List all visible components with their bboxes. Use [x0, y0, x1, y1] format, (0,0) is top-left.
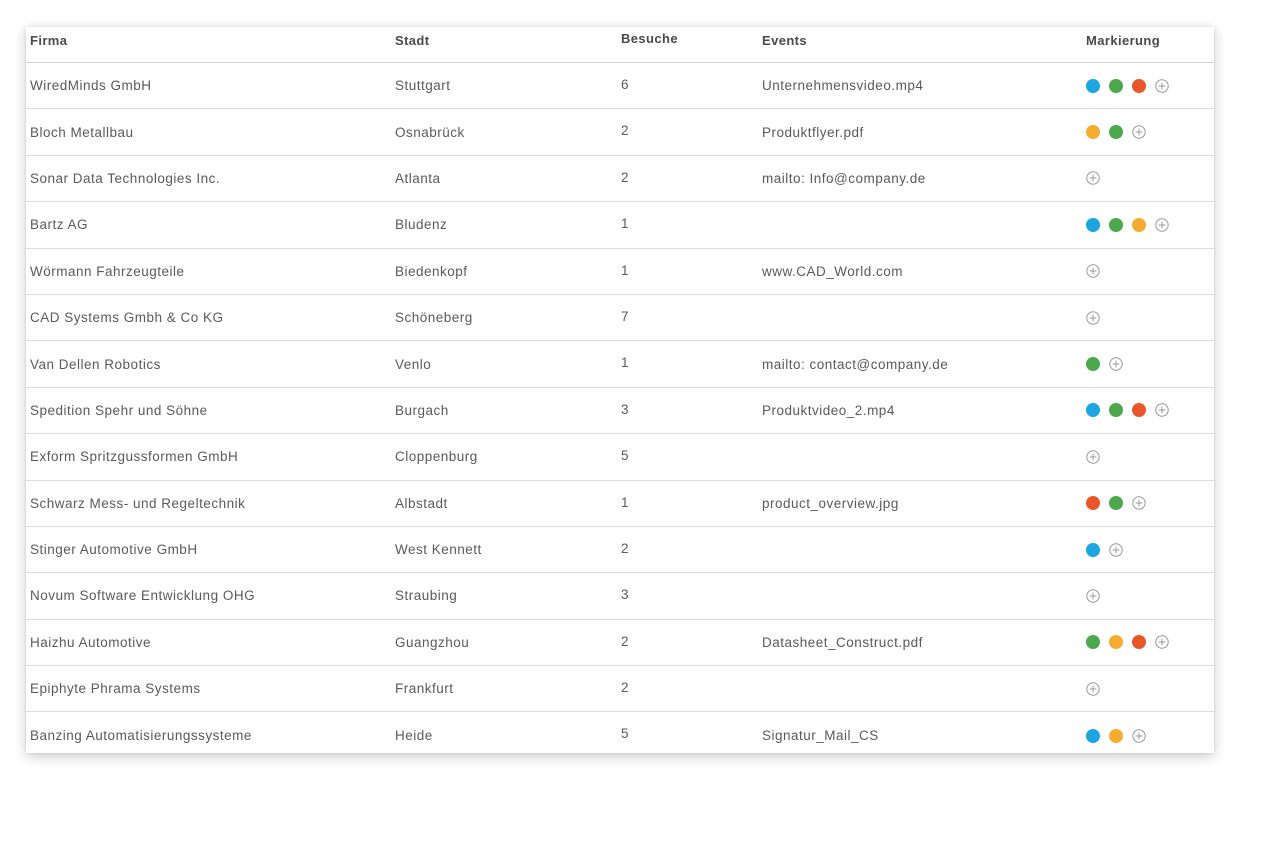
orange-marker-dot[interactable] — [1086, 125, 1100, 139]
cell-markierung — [1086, 202, 1169, 247]
add-marker-icon[interactable] — [1086, 264, 1100, 278]
cell-events[interactable]: Produktflyer.pdf — [762, 124, 864, 140]
cell-markierung — [1086, 341, 1123, 386]
green-marker-dot[interactable] — [1109, 125, 1123, 139]
cell-firma: Haizhu Automotive — [30, 634, 152, 650]
table-row[interactable] — [26, 573, 1214, 619]
cell-stadt: Albstadt — [395, 495, 448, 511]
header-firma[interactable]: Firma — [30, 33, 68, 48]
cell-stadt: Atlanta — [395, 170, 441, 186]
green-marker-dot[interactable] — [1109, 218, 1123, 232]
table-row[interactable] — [26, 712, 1214, 758]
add-marker-icon[interactable] — [1132, 496, 1146, 510]
cell-markierung — [1086, 573, 1100, 618]
table-row[interactable] — [26, 109, 1214, 155]
cell-besuche: 1 — [621, 494, 630, 510]
table-row[interactable] — [26, 434, 1214, 480]
green-marker-dot[interactable] — [1086, 635, 1100, 649]
cell-stadt: Osnabrück — [395, 124, 465, 140]
table-row[interactable] — [26, 295, 1214, 341]
green-marker-dot[interactable] — [1109, 79, 1123, 93]
add-marker-icon[interactable] — [1155, 79, 1169, 93]
cell-markierung — [1086, 434, 1100, 479]
cell-besuche: 2 — [621, 540, 630, 556]
add-marker-icon[interactable] — [1109, 543, 1123, 557]
cell-stadt: Heide — [395, 728, 433, 744]
cell-besuche: 6 — [621, 77, 630, 92]
cell-besuche: 1 — [621, 355, 630, 371]
cell-besuche: 2 — [621, 123, 630, 139]
cell-events[interactable]: Unternehmensvideo.mp4 — [762, 78, 924, 94]
cell-markierung — [1086, 295, 1100, 340]
cell-besuche: 3 — [621, 401, 630, 417]
orange-marker-dot[interactable] — [1109, 729, 1123, 743]
cell-events[interactable]: Produktvideo_2.mp4 — [762, 402, 895, 418]
table-row[interactable] — [26, 202, 1214, 248]
green-marker-dot[interactable] — [1086, 357, 1100, 371]
add-marker-icon[interactable] — [1086, 682, 1100, 696]
orange-marker-dot[interactable] — [1132, 218, 1146, 232]
cell-markierung — [1086, 527, 1123, 572]
cell-stadt: Guangzhou — [395, 634, 470, 650]
cell-firma: Banzing Automatisierungssysteme — [30, 728, 252, 744]
green-marker-dot[interactable] — [1109, 403, 1123, 417]
header-stadt[interactable]: Stadt — [395, 33, 430, 48]
add-marker-icon[interactable] — [1086, 171, 1100, 185]
red-marker-dot[interactable] — [1132, 635, 1146, 649]
cell-stadt: Biedenkopf — [395, 263, 468, 279]
add-marker-icon[interactable] — [1155, 635, 1169, 649]
table-body — [26, 63, 1214, 759]
add-marker-icon[interactable] — [1132, 125, 1146, 139]
cell-events[interactable]: Signatur_Mail_CS — [762, 728, 879, 744]
cell-firma: Schwarz Mess- und Regeltechnik — [30, 495, 246, 511]
red-marker-dot[interactable] — [1132, 79, 1146, 93]
cell-events[interactable]: Datasheet_Construct.pdf — [762, 634, 923, 650]
cell-besuche: 1 — [621, 262, 630, 278]
cell-events[interactable]: mailto: Info@company.de — [762, 170, 926, 186]
blue-marker-dot[interactable] — [1086, 543, 1100, 557]
cell-firma: Bartz AG — [30, 217, 89, 233]
table-row[interactable] — [26, 527, 1214, 573]
cell-markierung — [1086, 109, 1146, 154]
red-marker-dot[interactable] — [1132, 403, 1146, 417]
cell-firma: CAD Systems Gmbh & Co KG — [30, 310, 224, 326]
blue-marker-dot[interactable] — [1086, 403, 1100, 417]
cell-markierung — [1086, 388, 1169, 433]
cell-markierung — [1086, 666, 1100, 711]
cell-besuche: 3 — [621, 587, 630, 603]
cell-markierung — [1086, 620, 1169, 665]
cell-firma: Bloch Metallbau — [30, 124, 134, 140]
add-marker-icon[interactable] — [1155, 218, 1169, 232]
cell-stadt: Burgach — [395, 402, 449, 418]
add-marker-icon[interactable] — [1086, 311, 1100, 325]
cell-firma: Sonar Data Technologies Inc. — [30, 170, 221, 186]
cell-stadt: Schöneberg — [395, 310, 473, 326]
red-marker-dot[interactable] — [1086, 496, 1100, 510]
table-row[interactable] — [26, 666, 1214, 712]
cell-markierung — [1086, 249, 1100, 294]
orange-marker-dot[interactable] — [1109, 635, 1123, 649]
cell-events[interactable]: www.CAD_World.com — [762, 263, 904, 279]
cell-besuche: 5 — [621, 726, 630, 742]
table-row[interactable] — [26, 341, 1214, 387]
add-marker-icon[interactable] — [1155, 403, 1169, 417]
table-row[interactable] — [26, 249, 1214, 295]
blue-marker-dot[interactable] — [1086, 218, 1100, 232]
cell-firma: Van Dellen Robotics — [30, 356, 161, 372]
cell-stadt: West Kennett — [395, 542, 482, 558]
cell-markierung — [1086, 63, 1169, 108]
cell-besuche: 2 — [621, 633, 630, 649]
company-table — [26, 27, 1214, 753]
blue-marker-dot[interactable] — [1086, 729, 1100, 743]
cell-stadt: Stuttgart — [395, 78, 451, 94]
table-row[interactable] — [26, 63, 1214, 109]
table-row[interactable] — [26, 620, 1214, 666]
cell-events[interactable]: product_overview.jpg — [762, 495, 899, 511]
table-row[interactable] — [26, 156, 1214, 202]
green-marker-dot[interactable] — [1109, 496, 1123, 510]
cell-firma: WiredMinds GmbH — [30, 78, 152, 94]
table-header — [26, 27, 1214, 63]
cell-markierung — [1086, 712, 1146, 758]
cell-stadt: Frankfurt — [395, 681, 454, 697]
cell-firma: Spedition Spehr und Söhne — [30, 402, 208, 418]
cell-besuche: 1 — [621, 216, 630, 232]
cell-firma: Wörmann Fahrzeugteile — [30, 263, 185, 279]
cell-markierung — [1086, 481, 1146, 526]
table-row[interactable] — [26, 481, 1214, 527]
cell-markierung — [1086, 156, 1100, 201]
cell-stadt: Venlo — [395, 356, 432, 372]
cell-firma: Exform Spritzgussformen GmbH — [30, 449, 239, 465]
table-row[interactable] — [26, 388, 1214, 434]
blue-marker-dot[interactable] — [1086, 79, 1100, 93]
header-events[interactable]: Events — [762, 33, 808, 48]
cell-firma: Epiphyte Phrama Systems — [30, 681, 201, 697]
cell-besuche: 2 — [621, 680, 630, 696]
cell-firma: Stinger Automotive GmbH — [30, 542, 198, 558]
cell-events[interactable]: mailto: contact@company.de — [762, 356, 949, 372]
cell-stadt: Straubing — [395, 588, 458, 604]
cell-besuche: 2 — [621, 169, 630, 185]
add-marker-icon[interactable] — [1086, 589, 1100, 603]
cell-stadt: Cloppenburg — [395, 449, 478, 465]
header-markierung[interactable]: Markierung — [1086, 33, 1161, 48]
cell-firma: Novum Software Entwicklung OHG — [30, 588, 256, 604]
cell-besuche: 5 — [621, 448, 630, 464]
add-marker-icon[interactable] — [1132, 729, 1146, 743]
add-marker-icon[interactable] — [1086, 450, 1100, 464]
add-marker-icon[interactable] — [1109, 357, 1123, 371]
cell-besuche: 7 — [621, 308, 630, 324]
header-besuche[interactable]: Besuche — [621, 31, 678, 46]
cell-stadt: Bludenz — [395, 217, 448, 233]
